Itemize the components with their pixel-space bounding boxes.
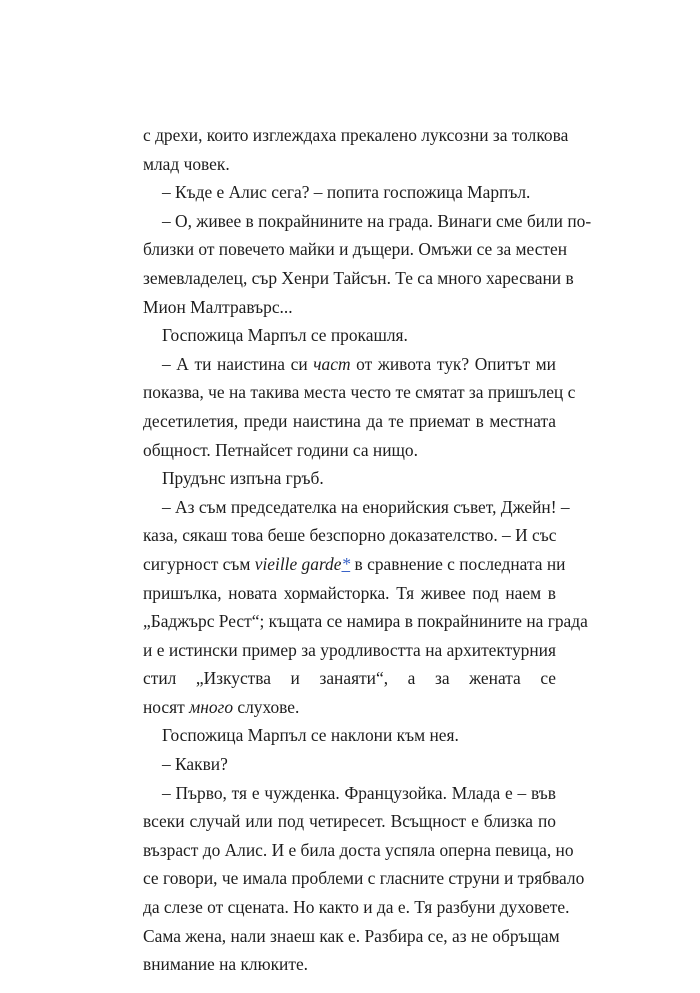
text-line: – Какви? bbox=[162, 754, 228, 775]
text-line: Госпожица Марпъл се прокашля. bbox=[162, 325, 408, 346]
text-line bbox=[143, 693, 556, 722]
text-line: млад човек. bbox=[143, 153, 230, 174]
text-segment: в сравнение с последната ни bbox=[350, 553, 566, 574]
text-line: всеки случай или под четиресет. Всъщност е близка по bbox=[143, 811, 556, 832]
text-line: и е истински пример за уродливостта на архитектурния bbox=[143, 639, 556, 660]
body-text bbox=[143, 121, 592, 979]
text-line: – Къде е Алис сега? – попита госпожица Марпъл. bbox=[162, 182, 531, 203]
text-line: Госпожица Марпъл се наклони към нея. bbox=[162, 725, 459, 746]
italic-text: vieille garde bbox=[254, 553, 342, 574]
text-line: Мион Малтравърс... bbox=[143, 296, 293, 317]
italic-text: много bbox=[189, 696, 234, 717]
text-line: – О, живее в покрайнините на града. Винаги сме били по- bbox=[162, 210, 592, 231]
italic-text: част bbox=[313, 353, 351, 374]
text-segment: сигурност съм bbox=[143, 553, 255, 574]
text-line: с дрехи, които изглеждаха прекалено луксозни за толкова bbox=[143, 125, 569, 145]
text-line: – Първо, тя е чужденка. Французойка. Млада е – във bbox=[162, 782, 556, 803]
text-line: общност. Петнайсет години са нищо. bbox=[143, 439, 418, 460]
text-line: да слезе от сцената. Но както и да е. Тя разбуни духовете. bbox=[143, 897, 570, 918]
text-line: Сама жена, нали знаеш как е. Разбира се, аз не обръщам bbox=[143, 925, 560, 946]
text-segment: носят bbox=[143, 696, 190, 717]
footnote-link[interactable]: * bbox=[341, 553, 351, 574]
text-line: показва, че на такива места често те смятат за пришълец с bbox=[143, 382, 576, 403]
text-line: пришълка, новата хормайсторка. Тя живее под наем в bbox=[143, 582, 556, 603]
text-line bbox=[143, 550, 566, 579]
text-segment: от живота тук? Опитът ми bbox=[350, 353, 556, 374]
text-line: Прудънс изпъна гръб. bbox=[162, 468, 324, 489]
text-line: десетилетия, преди наистина да те приемат в местната bbox=[143, 410, 556, 431]
text-line: близки от повечето майки и дъщери. Омъжи се за местен bbox=[143, 239, 568, 260]
text-line: – Аз съм председателка на енорийския съвет, Джейн! – bbox=[162, 496, 570, 517]
text-line: се говори, че имала проблеми с гласните струни и трябвало bbox=[143, 868, 585, 889]
text-line bbox=[143, 350, 556, 379]
text-segment: слухове. bbox=[233, 696, 300, 717]
text-segment: – А ти наистина си bbox=[162, 353, 314, 374]
text-line: внимание на клюките. bbox=[143, 954, 309, 975]
text-line: стил „Изкуства и занаяти“, а за жената се bbox=[143, 668, 556, 689]
text-line: каза, сякаш това беше безспорно доказателство. – И със bbox=[143, 525, 557, 546]
text-line: земевладелец, сър Хенри Тайсън. Те са много харесвани в bbox=[143, 267, 574, 288]
text-line: възраст до Алис. И е била доста успяла оперна певица, но bbox=[143, 839, 574, 860]
text-line: „Баджърс Рест“; къщата се намира в покрайнините на града bbox=[143, 611, 588, 632]
